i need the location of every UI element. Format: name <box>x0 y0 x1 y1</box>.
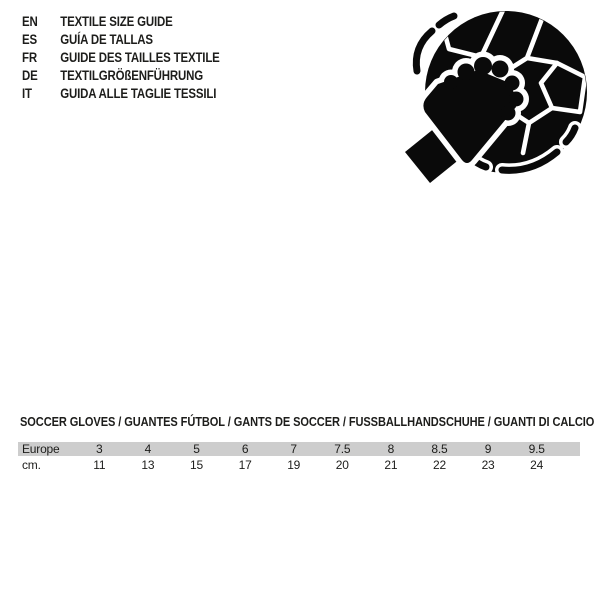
language-code: IT <box>22 85 32 101</box>
language-code: EN <box>22 13 38 29</box>
size-row-label: Europe <box>22 442 60 456</box>
size-table <box>18 442 580 474</box>
language-label: GUÍA DE TALLAS <box>60 31 153 47</box>
language-label: TEXTILE SIZE GUIDE <box>60 13 173 29</box>
language-row-de <box>22 66 220 84</box>
size-cell: 13 <box>141 458 155 472</box>
size-cell: 7.5 <box>334 442 351 456</box>
size-cell: 15 <box>190 458 203 472</box>
language-code: ES <box>22 31 37 47</box>
size-cell: 8 <box>387 442 395 456</box>
language-code: DE <box>22 67 38 83</box>
size-cell: 19 <box>287 458 301 472</box>
size-table-title: SOCCER GLOVES / GUANTES FÚTBOL / GANTS DE SOCCER / FUSSBALLHANDSCHUHE / GUANTI DI CALCIO <box>20 414 595 429</box>
size-cell: 6 <box>241 442 249 456</box>
size-cell: 23 <box>481 458 495 472</box>
size-cell: 17 <box>238 458 252 472</box>
size-row-cm <box>18 456 580 474</box>
size-cell: 4 <box>144 442 152 456</box>
size-cell: 5 <box>193 442 200 456</box>
size-cell: 22 <box>432 458 446 472</box>
language-list <box>22 12 220 102</box>
language-row-fr <box>22 48 220 66</box>
language-row-en <box>22 12 220 30</box>
size-table-body <box>18 442 580 474</box>
size-row-europe <box>18 442 580 456</box>
size-cell: 3 <box>96 442 103 456</box>
size-cell: 7 <box>290 442 297 456</box>
language-row-it <box>22 84 220 102</box>
size-cell: 9.5 <box>528 442 545 456</box>
language-code: FR <box>22 49 37 65</box>
language-label: GUIDE DES TAILLES TEXTILE <box>60 49 220 65</box>
language-label: GUIDA ALLE TAGLIE TESSILI <box>60 85 217 101</box>
size-row-label: cm. <box>22 458 41 472</box>
size-cell: 9 <box>484 442 492 456</box>
size-cell: 11 <box>93 458 106 472</box>
goalkeeper-glove-ball-icon <box>395 0 595 200</box>
filler-cell <box>561 442 580 456</box>
size-cell: 8.5 <box>431 442 448 456</box>
size-cell: 20 <box>335 458 349 472</box>
language-row-es <box>22 30 220 48</box>
size-cell: 24 <box>530 458 544 472</box>
language-label: TEXTILGRÖßENFÜHRUNG <box>60 67 204 83</box>
size-cell: 21 <box>384 458 398 472</box>
filler-cell <box>561 456 580 474</box>
